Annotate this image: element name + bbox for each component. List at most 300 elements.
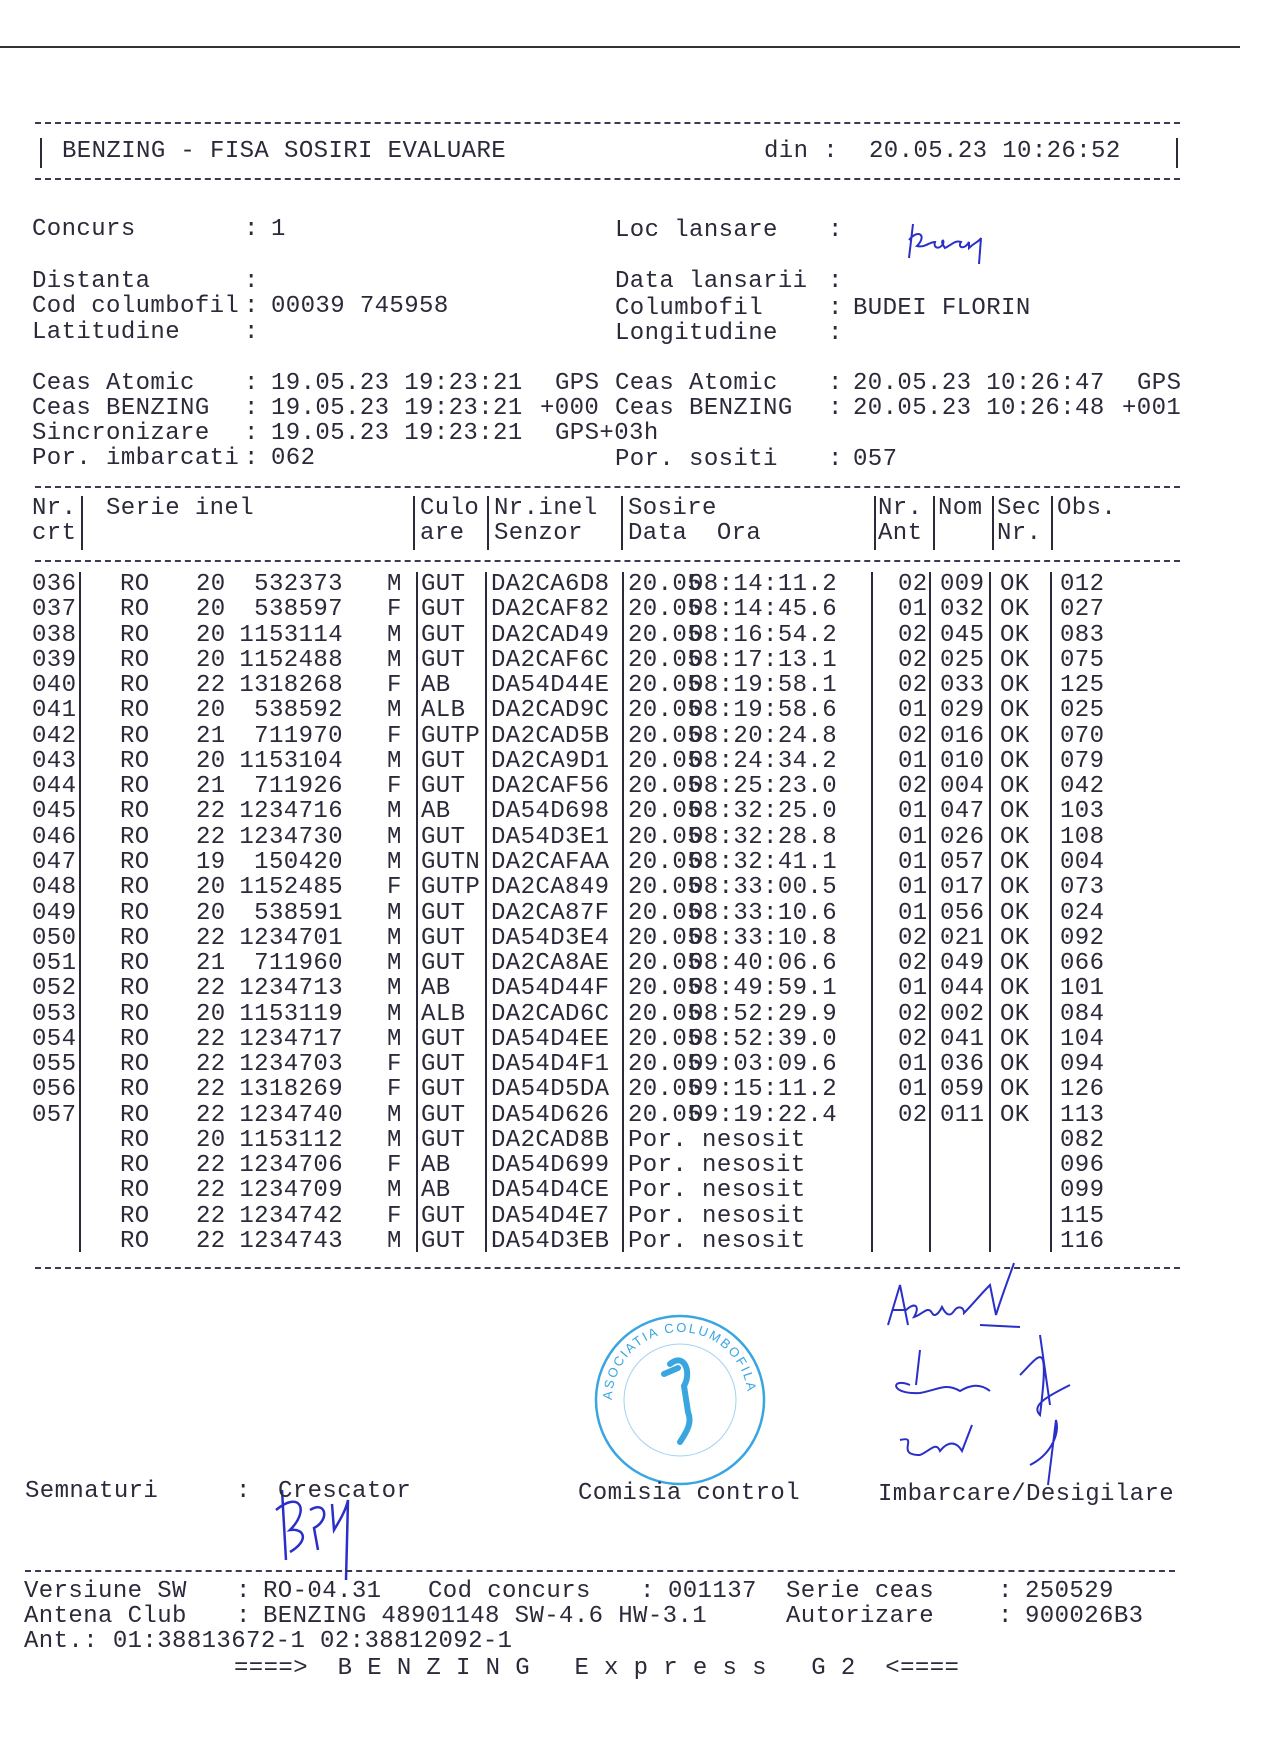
- cell-ora: 08:14:11.2: [689, 571, 838, 598]
- cell-ant: 02: [898, 621, 928, 649]
- cell-nr-crt: 057: [32, 1101, 77, 1129]
- serie-ceas-label: Serie ceas: [786, 1578, 935, 1605]
- cell-senzor: DA2CAF82: [491, 596, 610, 624]
- sincronizare-suffix: GPS+03h: [555, 420, 659, 447]
- columbofil-value: BUDEI FLORIN: [853, 295, 1031, 322]
- cell-obs: 108: [1060, 823, 1105, 851]
- cell-country: RO: [120, 1051, 150, 1079]
- association-stamp: [592, 1312, 768, 1488]
- cell-country: RO: [120, 950, 150, 978]
- colon: :: [244, 268, 259, 295]
- header-ant: Nr.: [878, 495, 923, 522]
- cell-country: RO: [120, 697, 150, 725]
- cell-culoare: GUT: [421, 571, 466, 598]
- cell-year: 22: [196, 672, 226, 700]
- cell-obs: 042: [1060, 773, 1105, 801]
- table-row: [0, 950, 1276, 976]
- cell-sec: OK: [1000, 874, 1030, 902]
- cell-ora: 09:15:11.2: [689, 1076, 838, 1104]
- cell-nom: 041: [940, 1025, 985, 1053]
- cell-ora: 08:19:58.6: [689, 697, 838, 725]
- serie-ceas-value: 250529: [1025, 1578, 1114, 1605]
- table-row: [0, 647, 1276, 673]
- cell-sex: F: [387, 1051, 402, 1079]
- cell-nr-crt: 038: [32, 621, 77, 649]
- colon: :: [998, 1603, 1013, 1630]
- cell-year: 22: [196, 1228, 226, 1256]
- ceas-benzing-end-label: Ceas BENZING: [615, 395, 793, 422]
- cell-year: 22: [196, 1101, 226, 1129]
- cell-nom: 026: [940, 823, 985, 851]
- commission-signatures: [880, 1255, 1180, 1515]
- cell-nr-crt: 048: [32, 874, 77, 902]
- table-row: [0, 672, 1276, 698]
- cell-country: RO: [120, 823, 150, 851]
- colon: :: [244, 420, 259, 447]
- cell-ora: 08:19:58.1: [689, 672, 838, 700]
- cell-sec: OK: [1000, 672, 1030, 700]
- column-rule: [621, 496, 623, 550]
- cell-ant: 01: [898, 899, 928, 927]
- cell-nr-crt: 055: [32, 1051, 77, 1079]
- cell-year: 19: [196, 848, 226, 876]
- colon: :: [236, 1603, 251, 1630]
- cell-nom: 004: [940, 773, 985, 801]
- table-row: [0, 596, 1276, 622]
- latitudine-label: Latitudine: [32, 319, 181, 346]
- header-sec-2: Nr.: [997, 520, 1042, 547]
- cell-nr-crt: 041: [32, 697, 77, 725]
- table-row: [0, 824, 1276, 850]
- cell-ant: 01: [898, 1051, 928, 1079]
- ceas-atomic-start-label: Ceas Atomic: [32, 370, 195, 397]
- cell-data: 20.05: [628, 798, 703, 826]
- loc-lansare-label: Loc lansare: [615, 217, 778, 244]
- cell-year: 22: [196, 1051, 226, 1079]
- cell-senzor: DA2CAF56: [491, 773, 610, 801]
- cell-year: 22: [196, 1076, 226, 1104]
- cell-obs: 116: [1060, 1228, 1105, 1256]
- cell-obs: 073: [1060, 874, 1105, 902]
- cell-culoare: GUT: [421, 924, 466, 952]
- cell-year: 22: [196, 975, 226, 1003]
- cell-obs: 070: [1060, 722, 1105, 750]
- ceas-atomic-end-suffix: GPS: [1137, 370, 1182, 397]
- table-row: [0, 925, 1276, 951]
- cell-ant: 01: [898, 975, 928, 1003]
- cell-senzor: DA54D699: [491, 1152, 610, 1180]
- cell-year: 21: [196, 950, 226, 978]
- cell-data: 20.05: [628, 697, 703, 725]
- cell-obs: 094: [1060, 1051, 1105, 1079]
- cell-nom: 059: [940, 1076, 985, 1104]
- cell-nr-crt: 042: [32, 722, 77, 750]
- table-row: [0, 975, 1276, 1001]
- cell-ant: 02: [898, 1000, 928, 1028]
- cell-country: RO: [120, 848, 150, 876]
- column-rule: [413, 496, 415, 550]
- header-sec: Sec: [997, 495, 1042, 522]
- handwritten-loc-lansare: [905, 218, 1035, 268]
- cell-year: 22: [196, 823, 226, 851]
- header-ant-2: Ant: [878, 520, 923, 547]
- column-rule: [487, 496, 489, 550]
- cell-nr-crt: 049: [32, 899, 77, 927]
- autorizare-value: 900026B3: [1025, 1603, 1144, 1630]
- cell-ora: 08:33:10.8: [689, 924, 838, 952]
- cell-sex: M: [387, 950, 402, 978]
- cell-sec: OK: [1000, 773, 1030, 801]
- column-rule: [1051, 496, 1053, 550]
- cod-concurs-value: 001137: [668, 1578, 757, 1605]
- cell-senzor: DA54D4EE: [491, 1025, 610, 1053]
- cell-sex: M: [387, 798, 402, 826]
- cell-obs: 104: [1060, 1025, 1105, 1053]
- header-serie-inel: Serie inel: [106, 495, 255, 522]
- cell-sex: M: [387, 924, 402, 952]
- cell-year: 20: [196, 596, 226, 624]
- cell-obs: 066: [1060, 950, 1105, 978]
- versiune-value: RO-04.31: [263, 1578, 382, 1605]
- issue-date-value: 20.05.23 10:26:52: [869, 138, 1121, 165]
- cell-culoare: GUT: [421, 1076, 466, 1104]
- cell-country: RO: [120, 1025, 150, 1053]
- cell-country: RO: [120, 798, 150, 826]
- cell-data: 20.05: [628, 924, 703, 952]
- cell-sex: M: [387, 571, 402, 598]
- divider: [35, 560, 1180, 562]
- cell-ring-number: 1318269: [239, 1076, 343, 1104]
- cell-nr-crt: 043: [32, 747, 77, 775]
- cell-data: 20.05: [628, 1000, 703, 1028]
- cell-sex: M: [387, 848, 402, 876]
- cell-ant: 01: [898, 848, 928, 876]
- cell-senzor: DA54D698: [491, 798, 610, 826]
- por-sositi-value: 057: [853, 446, 898, 473]
- cell-ring-number: 538591: [254, 899, 343, 927]
- cell-country: RO: [120, 1126, 150, 1154]
- cell-country: RO: [120, 773, 150, 801]
- cell-nr-crt: 056: [32, 1076, 77, 1104]
- cell-country: RO: [120, 899, 150, 927]
- cell-sex: F: [387, 1202, 402, 1230]
- cell-country: RO: [120, 975, 150, 1003]
- cell-obs: 082: [1060, 1126, 1105, 1154]
- cell-culoare: GUT: [421, 621, 466, 649]
- cell-sex: M: [387, 1101, 402, 1129]
- cell-year: 20: [196, 1000, 226, 1028]
- cell-nr-crt: 050: [32, 924, 77, 952]
- cell-nr-crt: 054: [32, 1025, 77, 1053]
- cell-ring-number: 1234743: [239, 1228, 343, 1256]
- colon: :: [828, 395, 843, 422]
- cell-senzor: DA54D44F: [491, 975, 610, 1003]
- cell-nom: 036: [940, 1051, 985, 1079]
- cell-nom: 057: [940, 848, 985, 876]
- cell-ant: 01: [898, 798, 928, 826]
- cell-ora: 08:52:39.0: [689, 1025, 838, 1053]
- cell-culoare: GUT: [421, 1025, 466, 1053]
- cell-obs: 092: [1060, 924, 1105, 952]
- cell-senzor: DA2CAD8B: [491, 1126, 610, 1154]
- cell-ant: 02: [898, 722, 928, 750]
- cell-senzor: DA2CAF6C: [491, 646, 610, 674]
- cell-data: Por. nesosit: [628, 1126, 806, 1154]
- header-nom: Nom: [938, 495, 983, 522]
- cell-nom: 033: [940, 672, 985, 700]
- cell-senzor: DA54D4E7: [491, 1202, 610, 1230]
- cell-ora: 08:20:24.8: [689, 722, 838, 750]
- cell-sec: OK: [1000, 722, 1030, 750]
- cell-country: RO: [120, 571, 150, 598]
- cell-culoare: GUT: [421, 1202, 466, 1230]
- cell-nr-crt: 047: [32, 848, 77, 876]
- cell-culoare: GUT: [421, 596, 466, 624]
- cell-obs: 115: [1060, 1202, 1105, 1230]
- cell-data: Por. nesosit: [628, 1228, 806, 1256]
- cell-senzor: DA54D3E1: [491, 823, 610, 851]
- cell-sex: M: [387, 697, 402, 725]
- cell-sex: M: [387, 1228, 402, 1256]
- cell-year: 20: [196, 621, 226, 649]
- cell-data: Por. nesosit: [628, 1152, 806, 1180]
- cell-ring-number: 1153112: [239, 1126, 343, 1154]
- header-nr-crt-2: crt: [32, 520, 77, 547]
- cell-obs: 096: [1060, 1152, 1105, 1180]
- table-row: [0, 1026, 1276, 1052]
- cell-culoare: GUT: [421, 1101, 466, 1129]
- cell-obs: 103: [1060, 798, 1105, 826]
- header-culoare: Culo: [420, 495, 480, 522]
- cell-obs: 084: [1060, 1000, 1105, 1028]
- cell-country: RO: [120, 621, 150, 649]
- cell-country: RO: [120, 722, 150, 750]
- cell-year: 22: [196, 924, 226, 952]
- cell-obs: 024: [1060, 899, 1105, 927]
- cell-culoare: GUTN: [421, 848, 481, 876]
- cell-sex: M: [387, 1000, 402, 1028]
- antena-club-label: Antena Club: [24, 1603, 187, 1630]
- cell-obs: 101: [1060, 975, 1105, 1003]
- cell-ring-number: 711960: [254, 950, 343, 978]
- cell-obs: 079: [1060, 747, 1105, 775]
- ceas-atomic-start-value: 19.05.23 19:23:21: [271, 370, 523, 397]
- cell-year: 20: [196, 899, 226, 927]
- cell-ora: 08:52:29.9: [689, 1000, 838, 1028]
- table-row: [0, 1076, 1276, 1102]
- cell-culoare: ALB: [421, 697, 466, 725]
- cell-data: 20.05: [628, 747, 703, 775]
- cell-obs: 075: [1060, 646, 1105, 674]
- antenna-line: Ant.: 01:38813672-1 02:38812092-1: [24, 1628, 513, 1655]
- cell-senzor: DA54D44E: [491, 672, 610, 700]
- table-row: [0, 1102, 1276, 1128]
- cell-year: 22: [196, 1202, 226, 1230]
- cell-nom: 011: [940, 1101, 985, 1129]
- divider: [25, 1570, 1175, 1572]
- colon: :: [244, 370, 259, 397]
- cell-ora: 08:24:34.2: [689, 747, 838, 775]
- cell-culoare: GUT: [421, 646, 466, 674]
- cell-ora: 08:33:00.5: [689, 874, 838, 902]
- cell-country: RO: [120, 646, 150, 674]
- colon: :: [236, 1578, 251, 1605]
- cell-data: 20.05: [628, 672, 703, 700]
- ceas-atomic-end-value: 20.05.23 10:26:47: [853, 370, 1105, 397]
- cell-ring-number: 1234742: [239, 1202, 343, 1230]
- cell-sec: OK: [1000, 571, 1030, 598]
- cell-obs: 025: [1060, 697, 1105, 725]
- cell-sex: F: [387, 773, 402, 801]
- cell-ring-number: 1152488: [239, 646, 343, 674]
- cell-data: 20.05: [628, 571, 703, 598]
- table-row: [0, 723, 1276, 749]
- cell-ant: 01: [898, 697, 928, 725]
- cell-ora: 08:32:41.1: [689, 848, 838, 876]
- cell-year: 20: [196, 874, 226, 902]
- cell-culoare: GUT: [421, 773, 466, 801]
- cell-data: 20.05: [628, 950, 703, 978]
- table-row: [0, 1228, 1276, 1254]
- cell-ring-number: 1153114: [239, 621, 343, 649]
- colon: :: [236, 1478, 251, 1505]
- cell-ora: 09:03:09.6: [689, 1051, 838, 1079]
- cell-sec: OK: [1000, 596, 1030, 624]
- cell-country: RO: [120, 1202, 150, 1230]
- cell-data: 20.05: [628, 1051, 703, 1079]
- cell-senzor: DA2CA849: [491, 874, 610, 902]
- cell-senzor: DA54D626: [491, 1101, 610, 1129]
- cell-sex: F: [387, 722, 402, 750]
- cell-obs: 099: [1060, 1177, 1105, 1205]
- cell-ora: 08:32:28.8: [689, 823, 838, 851]
- cell-nom: 044: [940, 975, 985, 1003]
- colon: :: [244, 319, 259, 346]
- cell-sex: M: [387, 823, 402, 851]
- table-row: [0, 849, 1276, 875]
- por-imbarcati-label: Por. imbarcati: [32, 445, 240, 472]
- cell-ring-number: 711970: [254, 722, 343, 750]
- cell-ant: 02: [898, 1101, 928, 1129]
- header-senzor: Nr.inel: [494, 495, 598, 522]
- cell-country: RO: [120, 874, 150, 902]
- divider: [35, 122, 1180, 124]
- cell-nom: 047: [940, 798, 985, 826]
- cell-culoare: AB: [421, 798, 451, 826]
- cell-sex: M: [387, 646, 402, 674]
- title-box-left-bar: [40, 138, 42, 168]
- ceas-benzing-start-value: 19.05.23 19:23:21: [271, 395, 523, 422]
- table-row: [0, 874, 1276, 900]
- brand-line: ====> B E N Z I N G E x p r e s s G 2 <====: [234, 1655, 960, 1682]
- distanta-label: Distanta: [32, 268, 151, 295]
- cell-country: RO: [120, 747, 150, 775]
- colon: :: [828, 446, 843, 473]
- cell-nom: 009: [940, 571, 985, 598]
- cell-ring-number: 1234709: [239, 1177, 343, 1205]
- cell-ora: 09:19:22.4: [689, 1101, 838, 1129]
- cell-year: 20: [196, 571, 226, 598]
- cell-sex: F: [387, 874, 402, 902]
- ceas-benzing-end-suffix: +001: [1122, 395, 1182, 422]
- cell-nr-crt: 052: [32, 975, 77, 1003]
- cell-ring-number: 1234701: [239, 924, 343, 952]
- cell-year: 21: [196, 722, 226, 750]
- cell-ring-number: 1153119: [239, 1000, 343, 1028]
- cell-senzor: DA2CAFAA: [491, 848, 610, 876]
- cod-columbofil-label: Cod columbofil: [32, 293, 240, 320]
- cell-sex: M: [387, 621, 402, 649]
- cell-obs: 012: [1060, 571, 1105, 598]
- cell-senzor: DA2CA87F: [491, 899, 610, 927]
- cell-nr-crt: 053: [32, 1000, 77, 1028]
- longitudine-label: Longitudine: [615, 320, 778, 347]
- cell-year: 20: [196, 1126, 226, 1154]
- crescator-label: Crescator: [278, 1478, 412, 1505]
- cell-culoare: GUT: [421, 899, 466, 927]
- cell-sec: OK: [1000, 1101, 1030, 1129]
- table-row: [0, 900, 1276, 926]
- cell-country: RO: [120, 924, 150, 952]
- table-row: [0, 798, 1276, 824]
- cell-ant: 02: [898, 646, 928, 674]
- cell-ring-number: 1234740: [239, 1101, 343, 1129]
- cell-country: RO: [120, 596, 150, 624]
- cell-sex: F: [387, 596, 402, 624]
- cod-columbofil-value: 00039 745958: [271, 293, 449, 320]
- cod-concurs-label: Cod concurs: [428, 1578, 591, 1605]
- cell-culoare: GUT: [421, 1126, 466, 1154]
- cell-ring-number: 1234703: [239, 1051, 343, 1079]
- cell-data: Por. nesosit: [628, 1177, 806, 1205]
- cell-ant: 01: [898, 1076, 928, 1104]
- cell-ant: 01: [898, 823, 928, 851]
- versiune-label: Versiune SW: [24, 1578, 187, 1605]
- cell-ora: 08:32:25.0: [689, 798, 838, 826]
- cell-ora: 08:25:23.0: [689, 773, 838, 801]
- cell-year: 20: [196, 646, 226, 674]
- cell-nom: 002: [940, 1000, 985, 1028]
- cell-year: 20: [196, 697, 226, 725]
- cell-ring-number: 538592: [254, 697, 343, 725]
- cell-sec: OK: [1000, 823, 1030, 851]
- cell-nr-crt: 037: [32, 596, 77, 624]
- cell-year: 22: [196, 798, 226, 826]
- cell-year: 21: [196, 773, 226, 801]
- column-rule: [992, 496, 994, 550]
- cell-sex: M: [387, 899, 402, 927]
- cell-senzor: DA54D5DA: [491, 1076, 610, 1104]
- cell-ant: 02: [898, 571, 928, 598]
- cell-sex: M: [387, 975, 402, 1003]
- concurs-label: Concurs: [32, 216, 136, 243]
- cell-senzor: DA2CA9D1: [491, 747, 610, 775]
- cell-senzor: DA54D3EB: [491, 1228, 610, 1256]
- cell-obs: 004: [1060, 848, 1105, 876]
- cell-sec: OK: [1000, 924, 1030, 952]
- ceas-benzing-end-value: 20.05.23 10:26:48: [853, 395, 1105, 422]
- cell-year: 20: [196, 747, 226, 775]
- columbofil-label: Columbofil: [615, 295, 764, 322]
- cell-sec: OK: [1000, 975, 1030, 1003]
- cell-ring-number: 150420: [254, 848, 343, 876]
- antena-club-value: BENZING 48901148 SW-4.6 HW-3.1: [263, 1603, 708, 1630]
- header-sosire: Sosire: [628, 495, 717, 522]
- ceas-benzing-start-label: Ceas BENZING: [32, 395, 210, 422]
- cell-ant: 02: [898, 773, 928, 801]
- table-row: [0, 1001, 1276, 1027]
- cell-ant: 02: [898, 1025, 928, 1053]
